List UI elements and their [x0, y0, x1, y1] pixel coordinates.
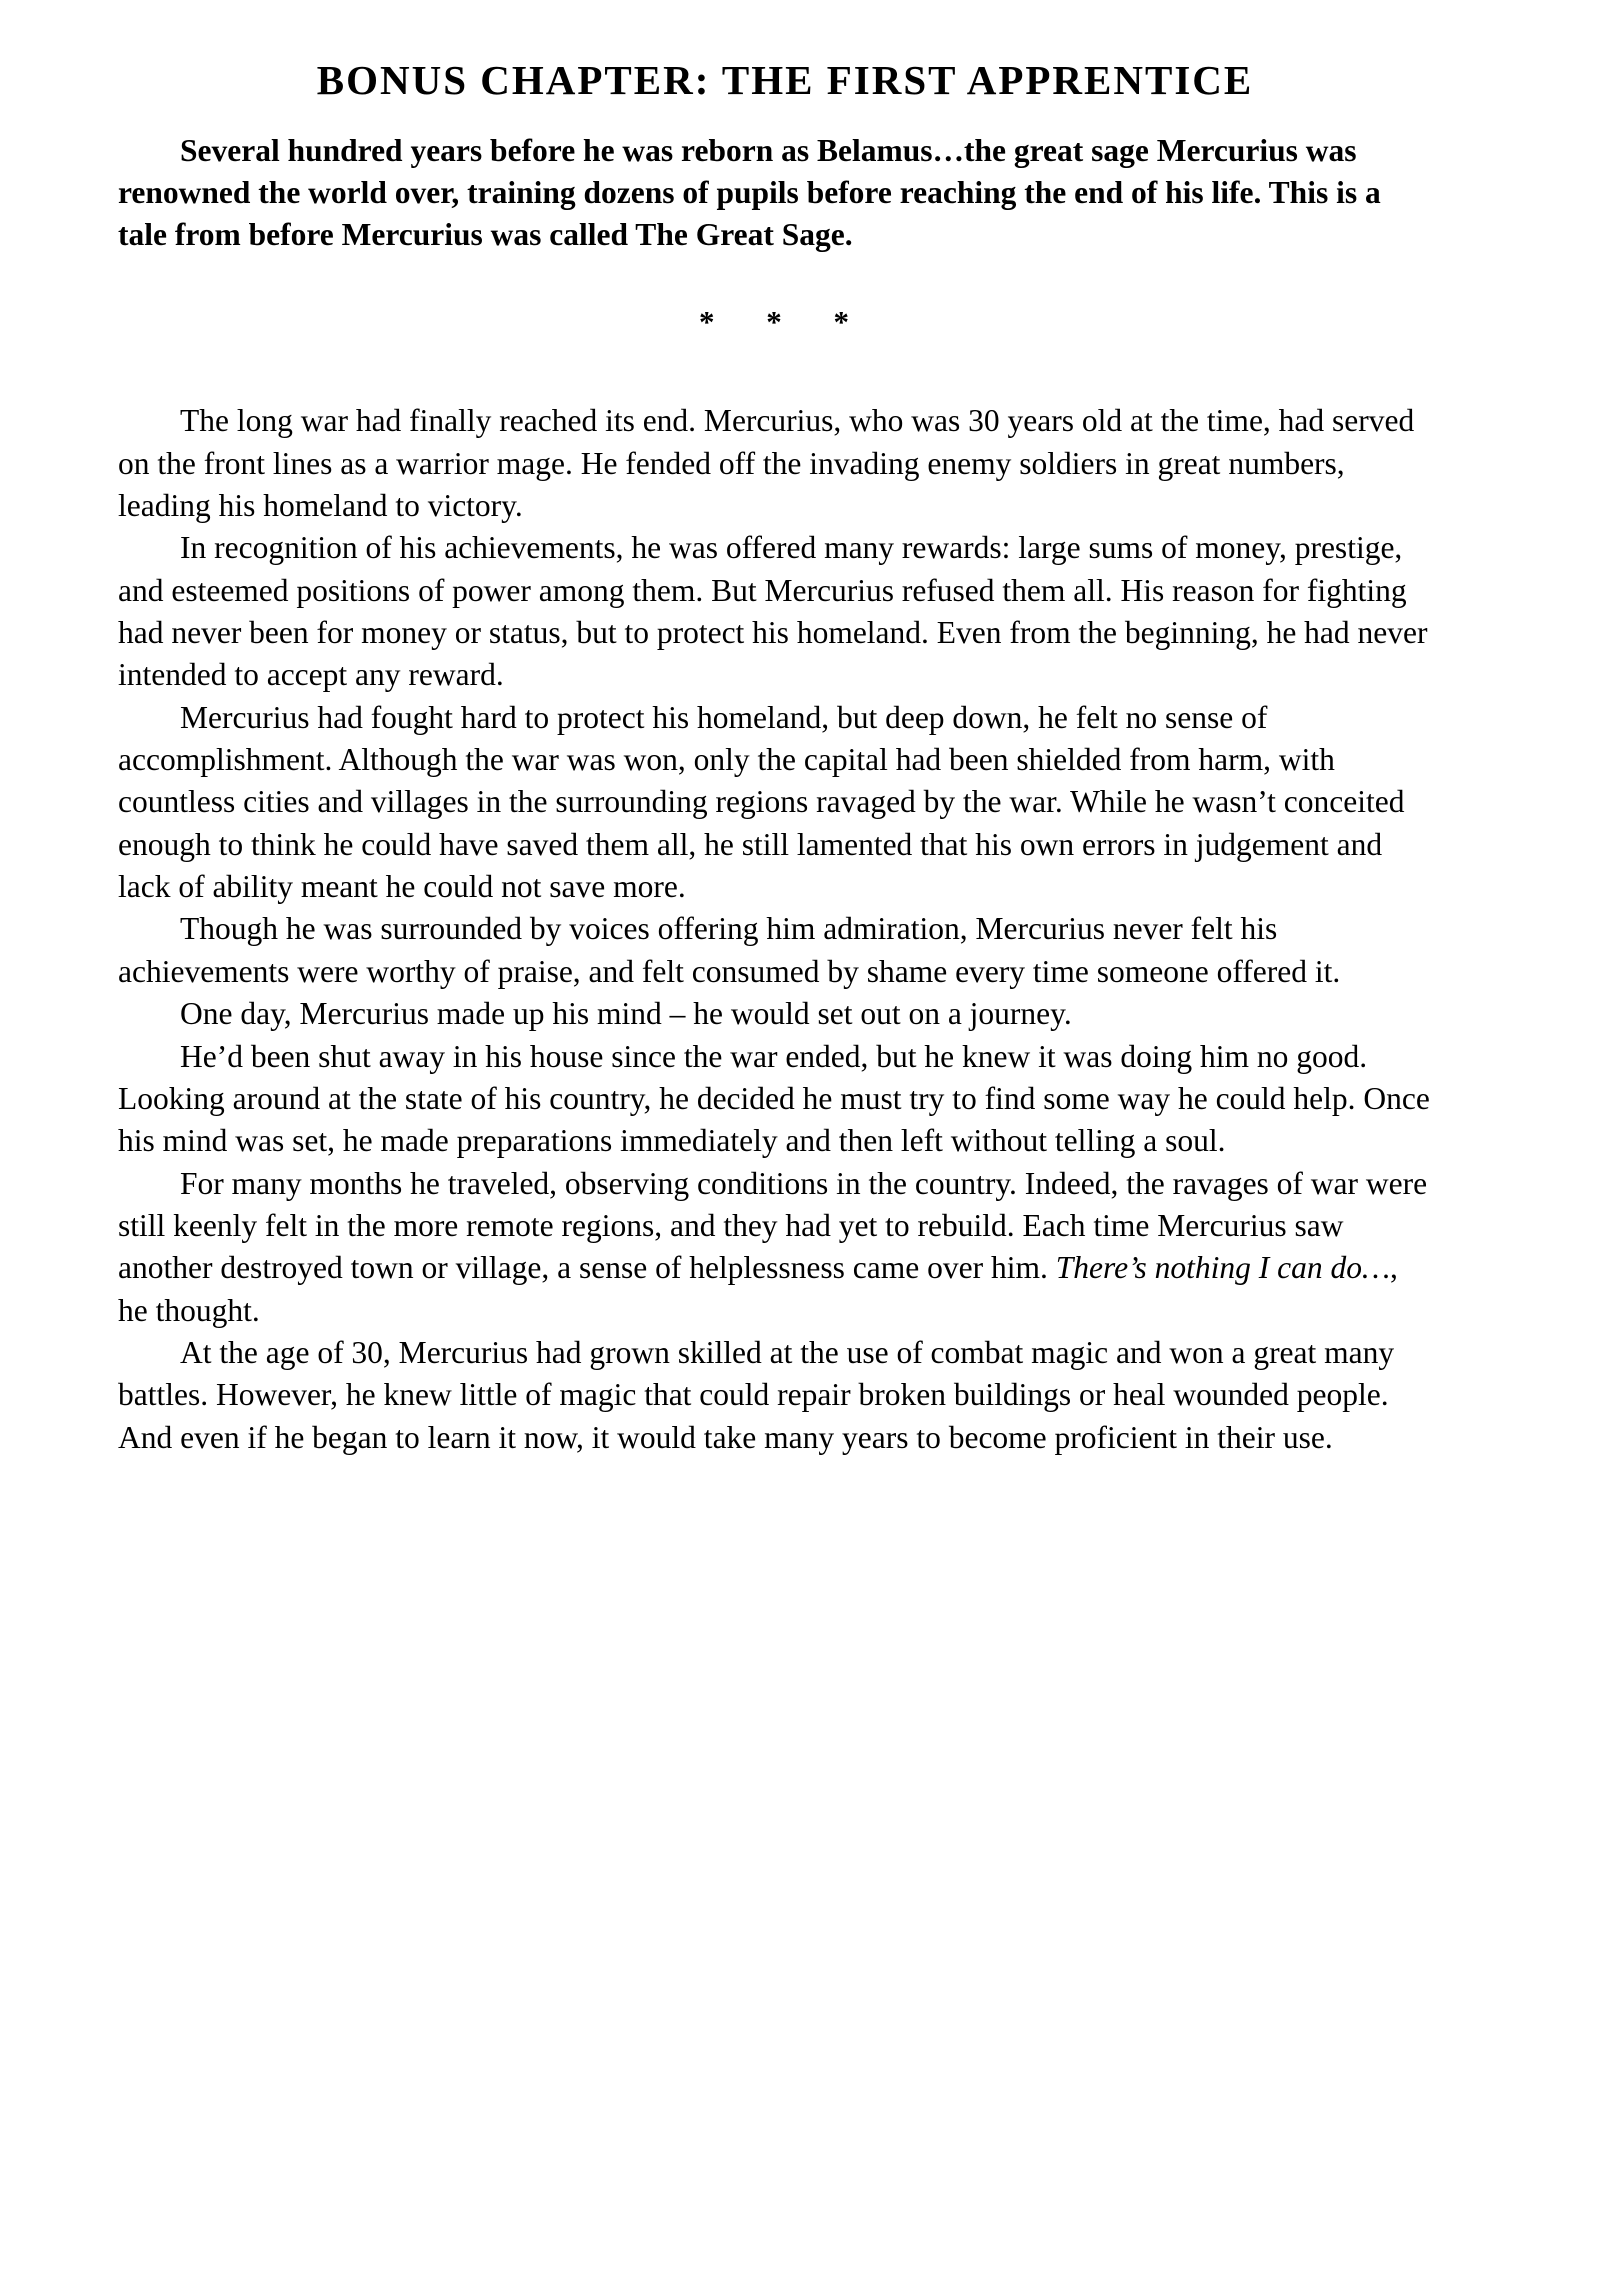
paragraph-text-part1: For many months he traveled, observing conditions in the country. Indeed, the ravages of war were still keenly felt in the more remote regions, and they had yet to rebuild. Each time Mercurius saw another destroyed town or village, a sense of helplessness came over him.	[118, 1165, 1428, 1286]
page-title: BONUS CHAPTER: THE FIRST APPRENTICE	[316, 57, 1254, 103]
body-text	[118, 400, 1430, 1459]
paragraph: One day, Mercurius made up his mind – he would set out on a journey.	[180, 996, 1072, 1032]
lede-text: Several hundred years before he was reborn as Belamus…the great sage Mercurius was renowned the world over, training dozens of pupils before reaching the end of his life. This is a tale from before Mercurius was called The Great Sage.	[118, 133, 1381, 253]
emphasized-thought: There’s nothing I can do…	[1055, 1250, 1390, 1286]
paragraph: At the age of 30, Mercurius had grown skilled at the use of combat magic and won a great many battles. However, he knew little of magic that could repair broken buildings or heal wounded people. And even if he began to learn it now, it would take many years to become proficient in their use.	[118, 1335, 1395, 1455]
lede-paragraph	[118, 130, 1430, 256]
paragraph-with-emphasis	[118, 1163, 1430, 1332]
paragraph: He’d been shut away in his house since the war ended, but he knew it was doing him no good. Looking around at the state of his country, he decided he must try to find some way he could help. Once his mind was set, he made preparations immediately and then left without telling a soul.	[118, 1038, 1430, 1159]
paragraph: The long war had finally reached its end. Mercurius, who was 30 years old at the time, had served on the front lines as a warrior mage. He fended off the invading enemy soldiers in great numbers, leading his homeland to victory.	[118, 403, 1415, 523]
paragraph: Mercurius had fought hard to protect his homeland, but deep down, he felt no sense of accomplishment. Although the war was won, only the capital had been shielded from harm, with countless cities and villages in the surrounding regions ravaged by the war. While he wasn’t conceited enough to think he could have saved them all, he still lamented that his own errors in judgement and lack of ability meant he could not save more.	[118, 699, 1405, 905]
paragraph-text-part2: , he thought.	[118, 1250, 1398, 1328]
section-divider: * * *	[699, 304, 871, 340]
paragraph: In recognition of his achievements, he was offered many rewards: large sums of money, prestige, and esteemed positions of power among them. But Mercurius refused them all. His reason for fighting had never been for money or status, but to protect his homeland. Even from the beginning, he had never intended to accept any reward.	[118, 530, 1428, 693]
paragraph: Though he was surrounded by voices offering him admiration, Mercurius never felt his achievements were worthy of praise, and felt consumed by shame every time someone offered it.	[118, 911, 1341, 989]
